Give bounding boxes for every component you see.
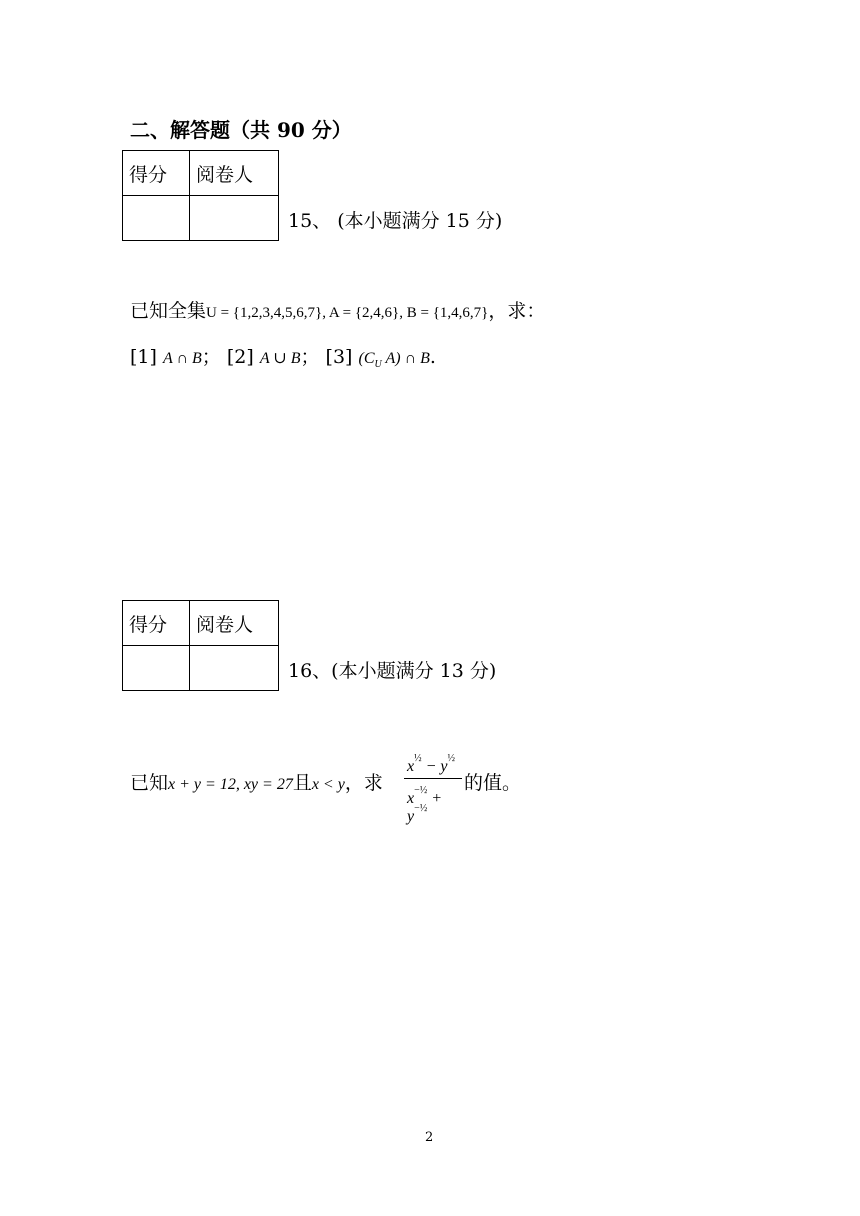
- score-box-q16: [122, 600, 279, 691]
- grader-cell[interactable]: [190, 646, 279, 691]
- q16-mid: 且: [292, 772, 312, 794]
- q15-intro: 已知全集: [130, 300, 207, 322]
- grader-header: 阅卷人: [190, 151, 279, 196]
- q16-cond2: x < y: [311, 776, 345, 793]
- q15-sep2: ；: [300, 346, 320, 368]
- q15-part1-label: [1]: [130, 346, 157, 368]
- q16-tail: 的值。: [464, 772, 522, 794]
- score-header: 得分: [123, 151, 190, 196]
- fraction-bar: [404, 778, 462, 779]
- q15-part1-expr: A ∩ B: [162, 350, 202, 367]
- page-number: 2: [425, 1130, 434, 1145]
- score-header: 得分: [123, 601, 190, 646]
- q16-ask: ，求: [344, 772, 383, 794]
- q16-cond1: x + y = 12, xy = 27: [168, 776, 293, 793]
- q15-suffix: ，求：: [488, 300, 546, 322]
- q15-part2-label: [2]: [226, 346, 254, 368]
- q15-statement: [130, 296, 545, 323]
- score-box-q15: [122, 150, 279, 241]
- score-cell[interactable]: [123, 196, 190, 241]
- q15-end: .: [429, 346, 436, 368]
- score-cell[interactable]: [123, 646, 190, 691]
- q15-sep1: ；: [201, 346, 221, 368]
- fraction-numerator: $x^{\frac{1}{2}} - y^{\frac{1}{2}}$: [407, 753, 456, 775]
- q16-fraction: [404, 744, 462, 825]
- section-title: 二、解答题（共 90 分）: [130, 118, 352, 142]
- q16-heading: 16、(本小题满分 13 分): [288, 660, 497, 682]
- q15-sets: U = {1,2,3,4,5,6,7}, A = {2,4,6}, B = {1,4,6,7}: [206, 305, 489, 321]
- q16-intro: 已知: [130, 772, 169, 794]
- q15-part3-expr: ($C_U$ A) ∩ B: [358, 350, 430, 371]
- q15-heading: 15、 (本小题满分 15 分): [288, 210, 503, 232]
- grader-cell[interactable]: [190, 196, 279, 241]
- grader-header: 阅卷人: [190, 601, 279, 646]
- fraction-denominator: $x^{-\frac{1}{2}} + y^{-\frac{1}{2}}$: [407, 785, 443, 825]
- q15-part3-label: [3]: [325, 346, 353, 368]
- q16-statement: [130, 768, 383, 795]
- q15-parts: [130, 342, 436, 370]
- q15-part2-expr: A ∪ B: [259, 350, 301, 367]
